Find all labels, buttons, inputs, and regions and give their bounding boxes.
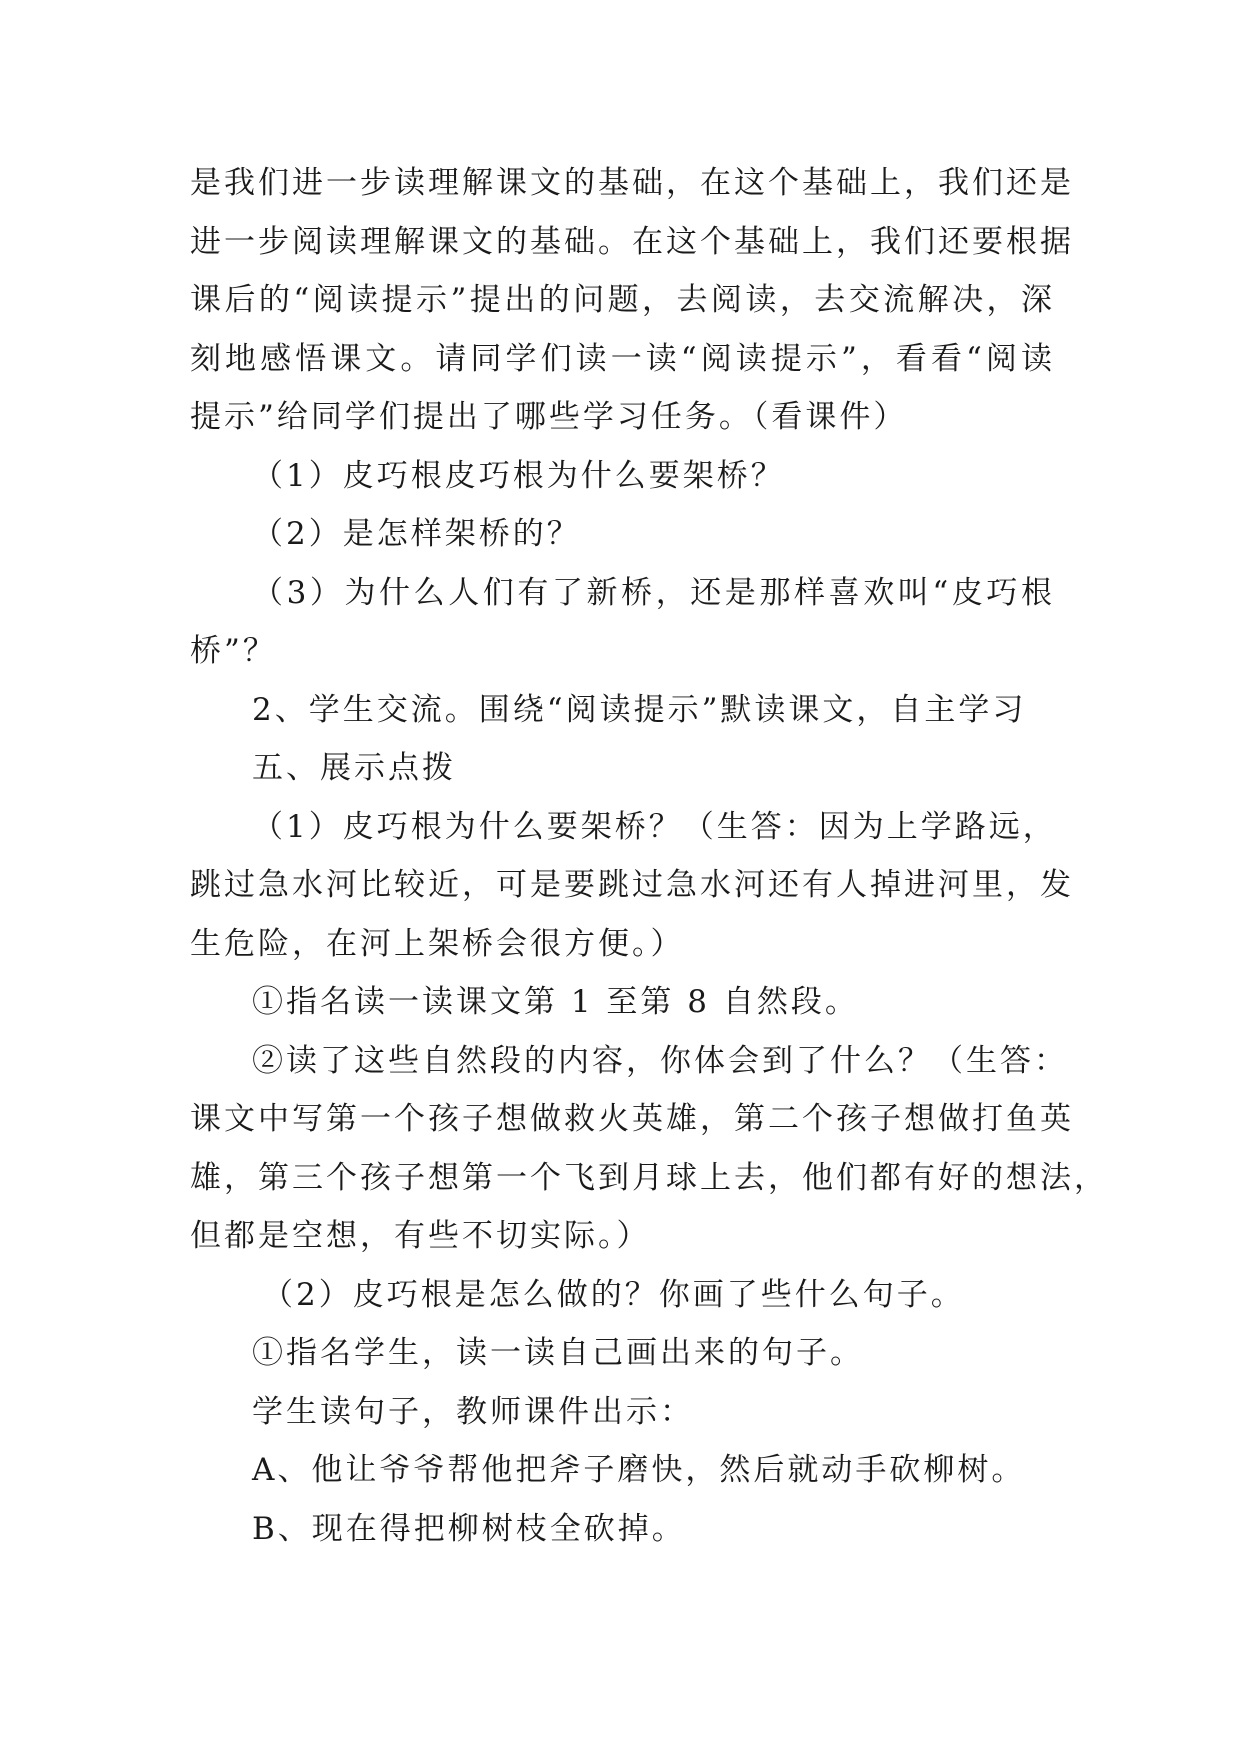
list-item: （1）皮巧根为什么要架桥？（生答：因为上学路远， bbox=[252, 808, 1057, 845]
list-item: （2）皮巧根是怎么做的？你画了些什么句子。 bbox=[262, 1276, 965, 1313]
list-item: （1）皮巧根皮巧根为什么要架桥？ bbox=[252, 457, 785, 494]
text-line: 但都是空想，有些不切实际。） bbox=[190, 1218, 651, 1254]
list-item: ①指名学生，读一读自己画出来的句子。 bbox=[252, 1335, 864, 1371]
list-item: （3）为什么人们有了新桥，还是那样喜欢叫“皮巧根 bbox=[252, 574, 1055, 611]
text-line: 提示”给同学们提出了哪些学习任务。（看课件） bbox=[190, 399, 908, 435]
section-heading: 五、展示点拨 bbox=[252, 750, 456, 786]
list-item: ①指名读一读课文第 1 至第 8 自然段。 bbox=[252, 984, 859, 1020]
text-line: 2、学生交流。围绕“阅读提示”默读课文，自主学习 bbox=[252, 691, 1027, 728]
text-line: 是我们进一步读理解课文的基础，在这个基础上，我们还是 bbox=[190, 165, 1074, 201]
text-line: 刻地感悟课文。请同学们读一读“阅读提示”，看看“阅读 bbox=[190, 340, 1055, 377]
text-line: 课文中写第一个孩子想做救火英雄，第二个孩子想做打鱼英 bbox=[190, 1101, 1074, 1137]
document-body bbox=[190, 154, 1108, 1558]
text-line: 课后的“阅读提示”提出的问题，去阅读，去交流解决，深 bbox=[190, 282, 1055, 318]
list-item: B、现在得把柳树枝全砍掉。 bbox=[252, 1510, 686, 1547]
text-line: 学生读句子，教师课件出示： bbox=[252, 1393, 694, 1430]
text-line: 雄，第三个孩子想第一个飞到月球上去，他们都有好的想法， bbox=[190, 1159, 1108, 1196]
text-line: 进一步阅读理解课文的基础。在这个基础上，我们还要根据 bbox=[190, 223, 1074, 260]
text-line: 跳过急水河比较近，可是要跳过急水河还有人掉进河里，发 bbox=[190, 867, 1074, 903]
list-item: （2）是怎样架桥的？ bbox=[252, 516, 581, 552]
text-line: 桥”？ bbox=[190, 633, 277, 669]
text-line: 生危险，在河上架桥会很方便。） bbox=[190, 925, 685, 962]
list-item: A、他让爷爷帮他把斧子磨快，然后就动手砍柳树。 bbox=[252, 1452, 1026, 1488]
list-item: ②读了这些自然段的内容，你体会到了什么？（生答： bbox=[252, 1042, 1068, 1079]
